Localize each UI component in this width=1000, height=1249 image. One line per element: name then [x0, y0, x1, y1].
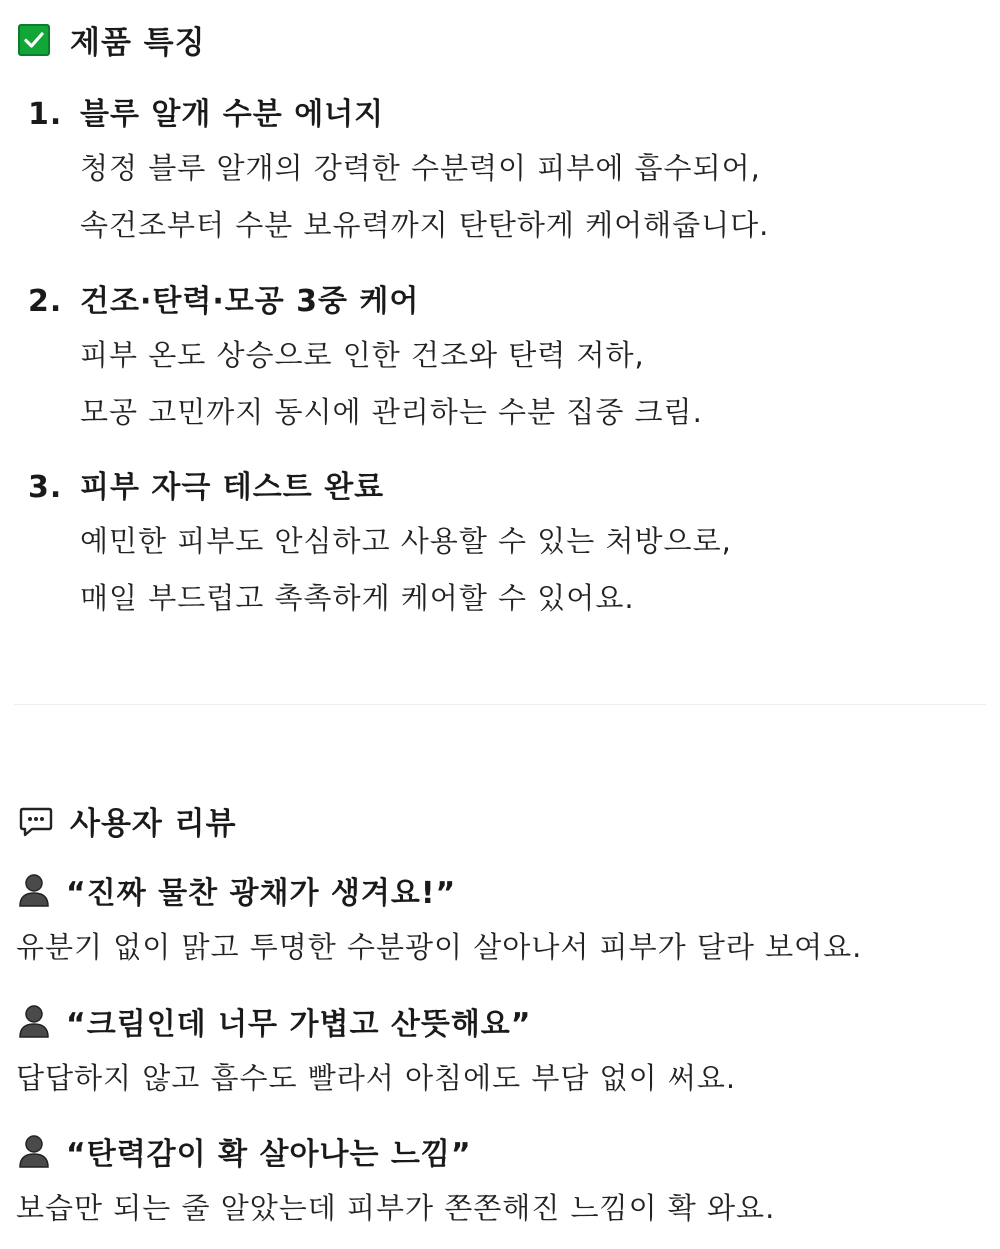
- review-title: [18, 868, 456, 912]
- section-divider: [14, 704, 986, 705]
- feature-description-line: 예민한 피부도 안심하고 사용할 수 있는 처방으로,: [80, 524, 732, 558]
- review-body: 답답하지 않고 흡수도 빨라서 아침에도 부담 없이 써요.: [16, 1061, 737, 1095]
- feature-title-text: 건조·탄력·모공 3중 케어: [80, 284, 420, 319]
- speech-bubble-icon: [18, 803, 54, 839]
- person-silhouette-icon: [18, 873, 50, 907]
- review-body: 보습만 되는 줄 알았는데 피부가 쫀쫀해진 느낌이 확 와요.: [16, 1191, 776, 1225]
- reviews-heading-label: 사용자 리뷰: [70, 806, 237, 842]
- feature-item-title: [28, 276, 419, 320]
- feature-description-line: 피부 온도 상승으로 인한 건조와 탄력 저하,: [80, 338, 645, 372]
- feature-description-line: 청정 블루 알개의 강력한 수분력이 피부에 흡수되어,: [80, 151, 761, 185]
- review-title-text: “탄력감이 확 살아나는 느낌”: [66, 1137, 472, 1172]
- feature-title-text: 블루 알개 수분 에너지: [80, 97, 385, 132]
- review-title-text: “크림인데 너무 가볍고 산뜻해요”: [66, 1007, 532, 1042]
- feature-title-text: 피부 자극 테스트 완료: [80, 470, 385, 505]
- review-body: 유분기 없이 맑고 투명한 수분광이 살아나서 피부가 달라 보여요.: [16, 930, 863, 964]
- feature-description-line: 속건조부터 수분 보유력까지 탄탄하게 케어해줍니다.: [80, 208, 770, 242]
- feature-number: 3.: [28, 470, 63, 505]
- check-mark-button-icon: [18, 24, 50, 56]
- feature-description-line: 모공 고민까지 동시에 관리하는 수분 집중 크림.: [80, 395, 703, 429]
- reviews-heading: [18, 798, 237, 843]
- features-heading: [18, 17, 206, 62]
- feature-item-title: [28, 462, 384, 506]
- review-title: [18, 1129, 472, 1173]
- feature-number: 1.: [28, 97, 63, 132]
- feature-item-title: [28, 89, 384, 133]
- person-silhouette-icon: [18, 1134, 50, 1168]
- review-title-text: “진짜 물찬 광채가 생겨요!”: [66, 876, 457, 911]
- review-title: [18, 999, 532, 1043]
- feature-number: 2.: [28, 284, 63, 319]
- person-silhouette-icon: [18, 1004, 50, 1038]
- features-heading-label: 제품 특징: [70, 25, 206, 61]
- feature-description-line: 매일 부드럽고 촉촉하게 케어할 수 있어요.: [80, 581, 635, 615]
